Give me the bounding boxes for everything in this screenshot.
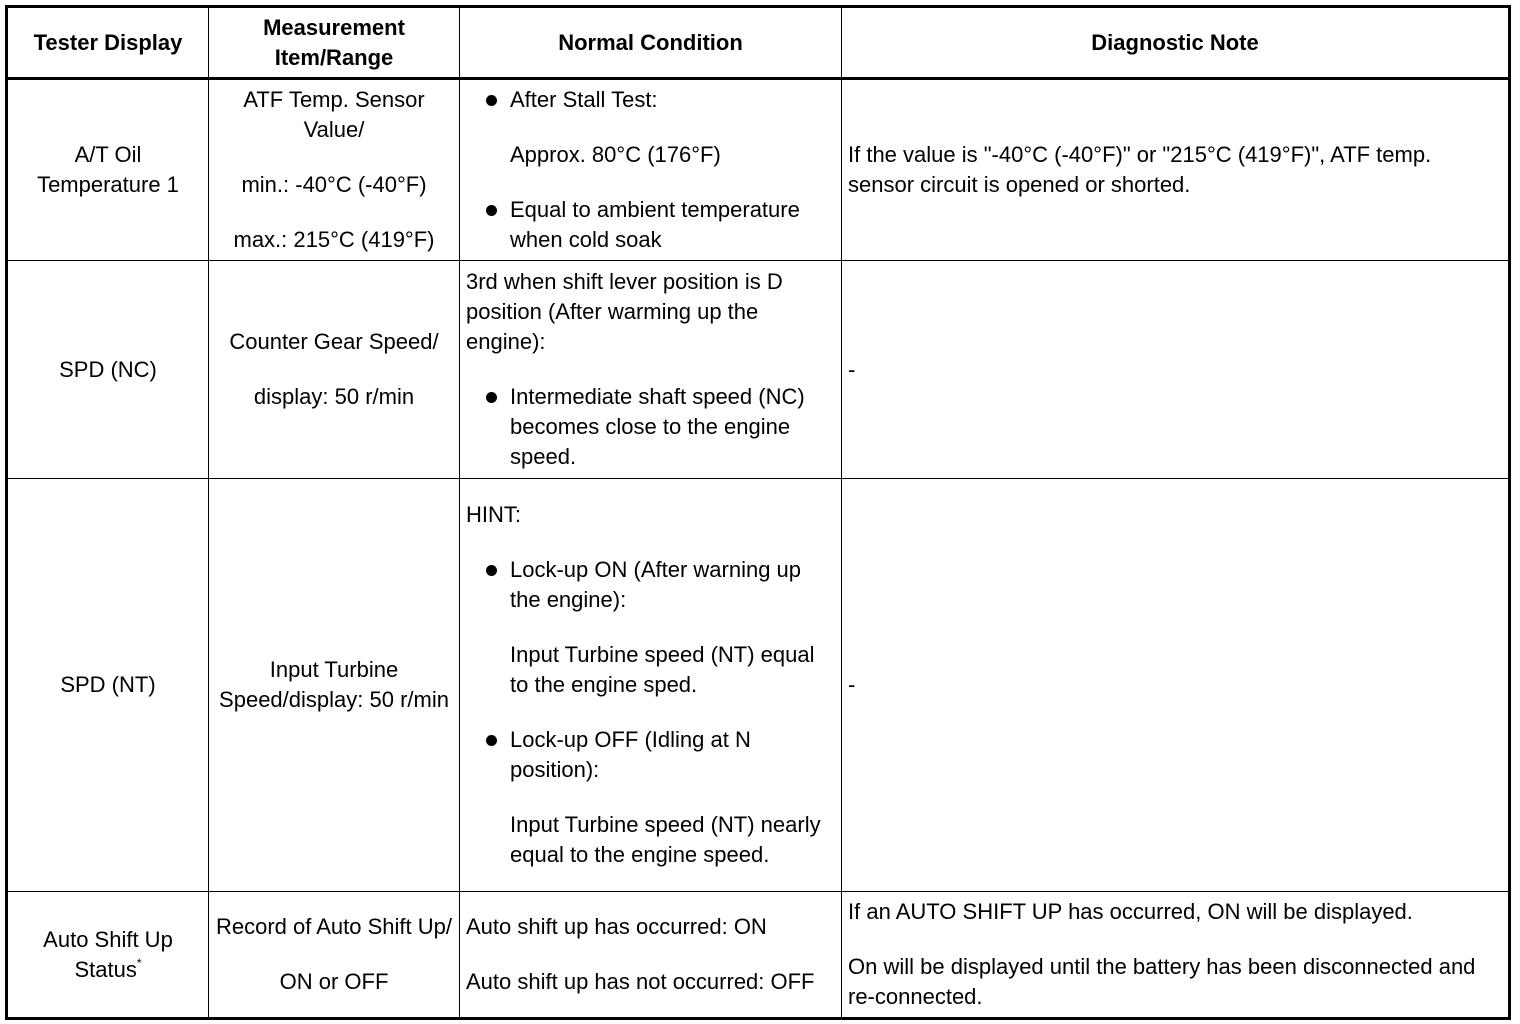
table-row [7, 261, 1510, 479]
measurement-line: Counter Gear Speed/ [229, 329, 439, 354]
measurement-cell [209, 79, 460, 261]
measurement-cell [209, 479, 460, 892]
normal-condition-intro: HINT: [466, 502, 521, 527]
measurement-line: max.: 215°C (419°F) [233, 227, 435, 252]
header-normal-condition: Normal Condition [460, 7, 842, 79]
tester-display-cell [7, 892, 209, 1019]
diagnostic-note-text: - [848, 356, 856, 382]
bullet-item: After Stall Test: [466, 85, 835, 115]
bullet-subtext: Input Turbine speed (NT) nearly equal to the engine speed. [510, 812, 821, 867]
bullet-item: Equal to ambient temperature when cold soak [466, 195, 835, 255]
normal-condition-cell [460, 479, 842, 892]
header-diagnostic-note: Diagnostic Note [842, 7, 1510, 79]
table-row [7, 79, 1510, 261]
bullet-item: Lock-up OFF (Idling at N position): [466, 725, 835, 785]
measurement-line: display: 50 r/min [253, 384, 415, 409]
diagnostic-note-cell [842, 892, 1510, 1019]
measurement-cell [209, 892, 460, 1019]
measurement-line: Record of Auto Shift Up/ [215, 914, 453, 939]
bullet-item: Intermediate shaft speed (NC) becomes close to the engine speed. [466, 382, 835, 472]
tester-display-text: A/T Oil Temperature 1 [37, 142, 179, 197]
table-row [7, 892, 1510, 1019]
tester-display-cell [7, 261, 209, 479]
diagnostic-note-text: - [848, 672, 856, 697]
measurement-line: Input Turbine Speed/display: 50 r/min [219, 657, 449, 712]
tester-display-text: Auto Shift Up Status [43, 926, 173, 982]
bullet-subtext: Approx. 80°C (176°F) [510, 142, 721, 167]
normal-condition-cell [460, 79, 842, 261]
normal-condition-cell [460, 261, 842, 479]
diagnostic-note-text: On will be displayed until the battery has been disconnected and re-connected. [848, 954, 1476, 1009]
header-tester-display: Tester Display [7, 7, 209, 79]
normal-condition-intro: 3rd when shift lever position is D position (After warming up the engine): [466, 269, 783, 354]
measurement-cell [209, 261, 460, 479]
table-row [7, 479, 1510, 892]
measurement-line: ON or OFF [279, 969, 389, 994]
diagnostic-data-table [5, 5, 1511, 1020]
diagnostic-note-text: If the value is "-40°C (-40°F)" or "215°C (419°F)", ATF temp. sensor circuit is opened or shorted. [848, 142, 1432, 197]
bullet-item: Lock-up ON (After warning up the engine): [466, 555, 835, 615]
footnote-marker: * [136, 955, 142, 970]
bullet-subtext: Input Turbine speed (NT) equal to the engine sped. [510, 642, 815, 697]
diagnostic-note-cell [842, 79, 1510, 261]
diagnostic-note-cell [842, 479, 1510, 892]
table-header-row [7, 7, 1510, 79]
measurement-line: ATF Temp. Sensor Value/ [243, 87, 425, 142]
tester-display-cell [7, 79, 209, 261]
header-measurement-item: Measurement Item/Range [209, 7, 460, 79]
normal-condition-text: Auto shift up has occurred: ON [466, 914, 767, 939]
tester-display-text: SPD (NT) [60, 672, 156, 697]
diagnostic-note-cell [842, 261, 1510, 479]
normal-condition-cell [460, 892, 842, 1019]
tester-display-cell [7, 479, 209, 892]
tester-display-text: SPD (NC) [59, 356, 157, 382]
diagnostic-note-text: If an AUTO SHIFT UP has occurred, ON will be displayed. [848, 899, 1413, 924]
normal-condition-text: Auto shift up has not occurred: OFF [466, 969, 815, 994]
measurement-line: min.: -40°C (-40°F) [241, 172, 427, 197]
